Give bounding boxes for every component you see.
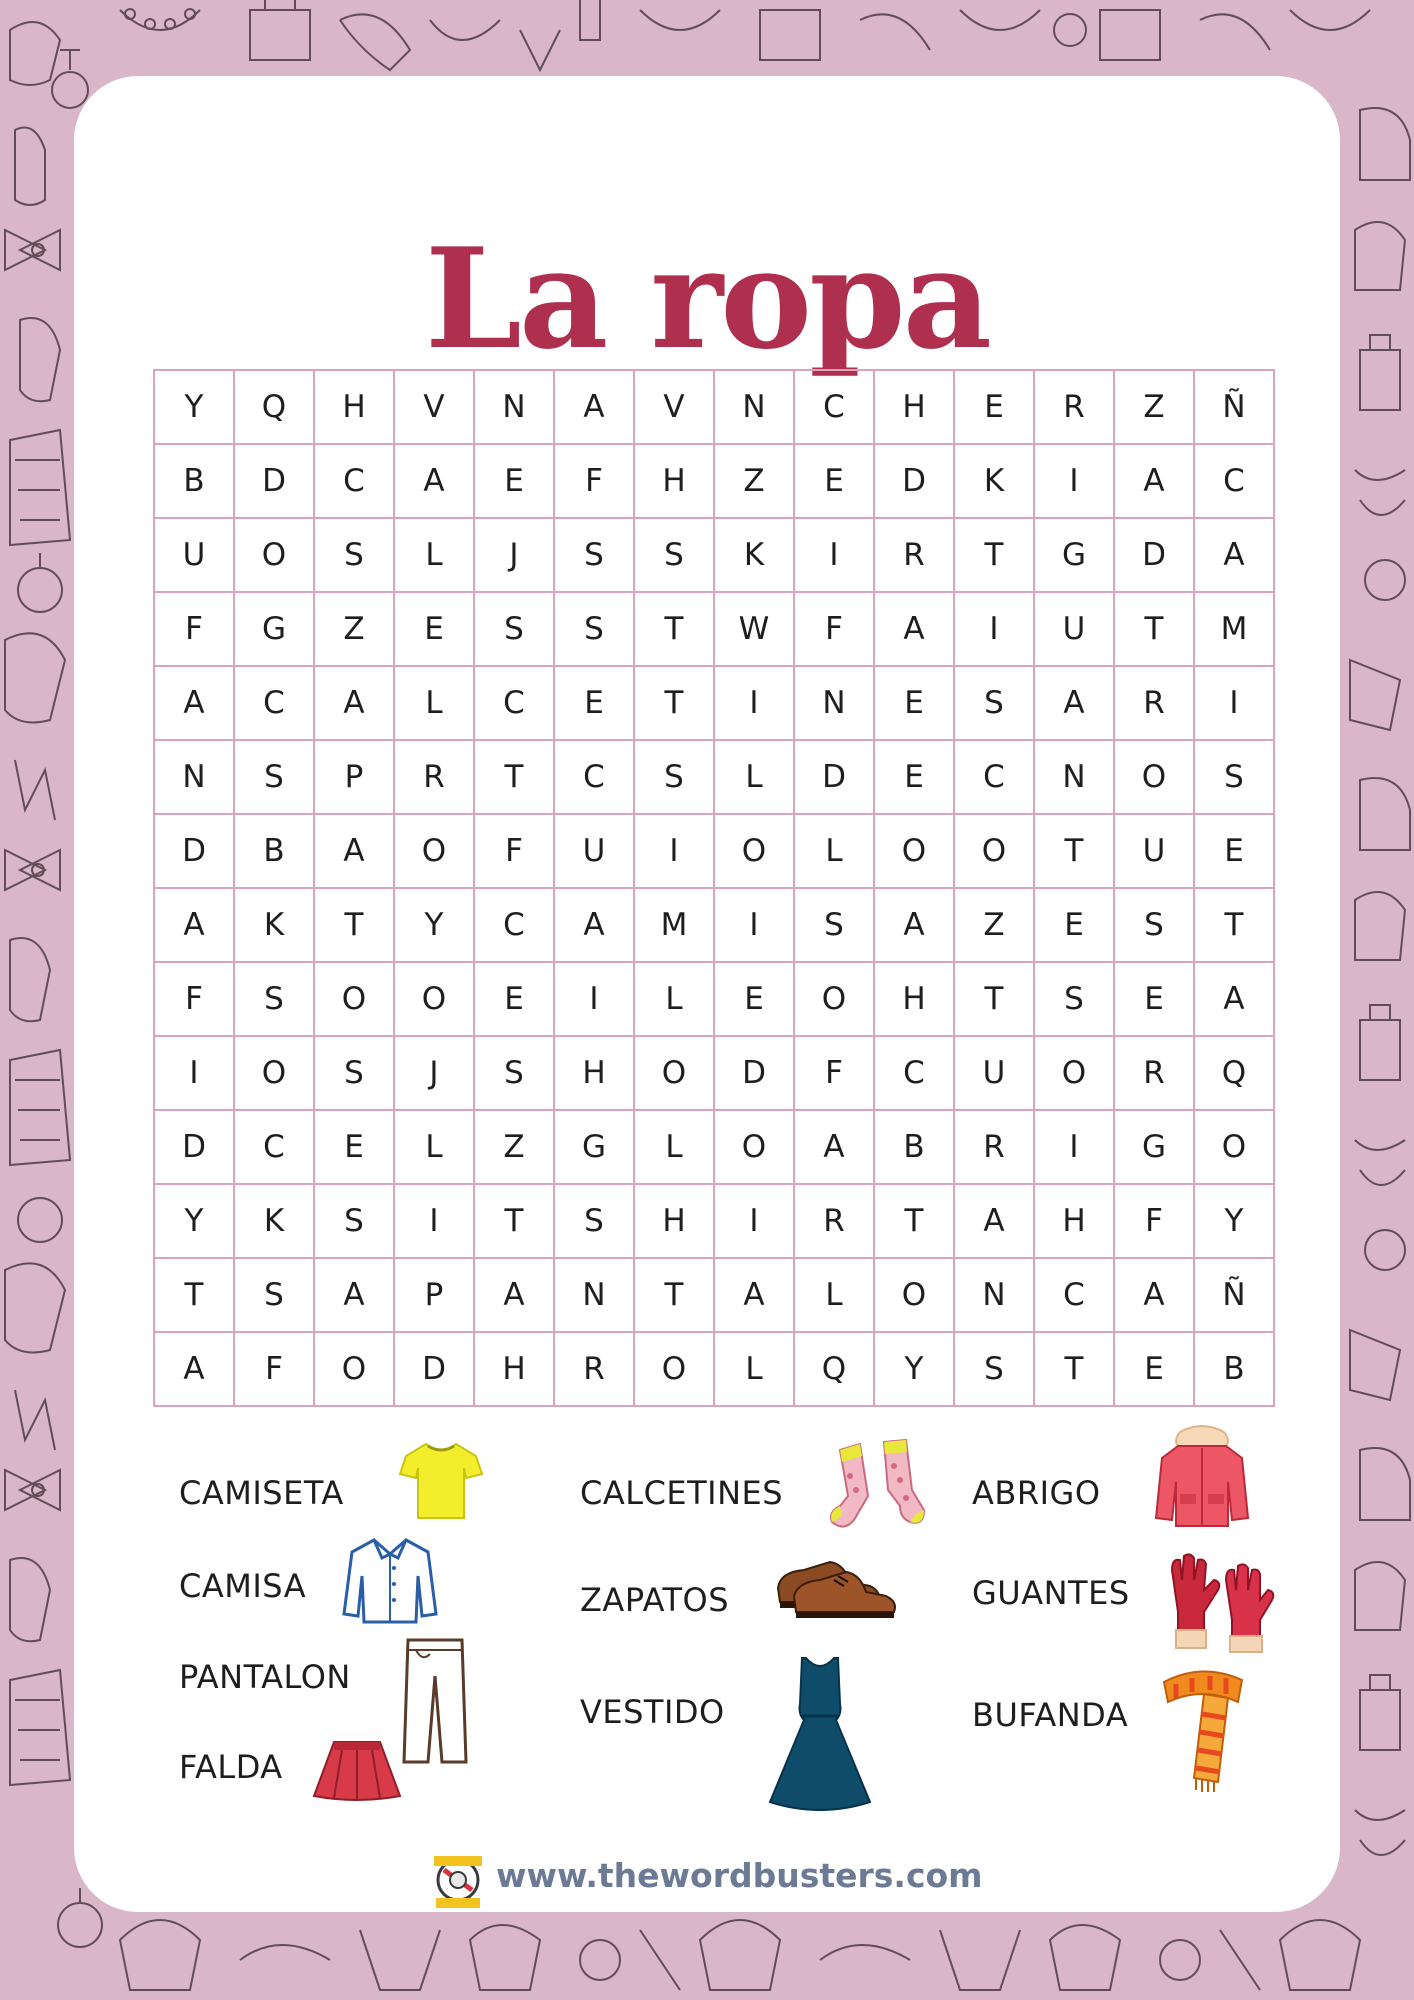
grid-cell[interactable]: I <box>795 519 875 593</box>
grid-cell[interactable]: D <box>715 1037 795 1111</box>
grid-cell[interactable]: N <box>155 741 235 815</box>
grid-cell[interactable]: I <box>715 667 795 741</box>
grid-cell[interactable]: A <box>1035 667 1115 741</box>
grid-cell[interactable]: G <box>1035 519 1115 593</box>
grid-cell[interactable]: N <box>955 1259 1035 1333</box>
grid-cell[interactable]: L <box>395 667 475 741</box>
grid-cell[interactable]: A <box>1195 963 1275 1037</box>
grid-cell[interactable]: E <box>715 963 795 1037</box>
grid-cell[interactable]: W <box>715 593 795 667</box>
grid-cell[interactable]: O <box>1195 1111 1275 1185</box>
grid-cell[interactable]: S <box>555 1185 635 1259</box>
grid-cell[interactable]: Q <box>1195 1037 1275 1111</box>
grid-cell[interactable]: Ñ <box>1195 371 1275 445</box>
grid-cell[interactable]: O <box>235 1037 315 1111</box>
grid-cell[interactable]: T <box>475 1185 555 1259</box>
grid-cell[interactable]: D <box>875 445 955 519</box>
grid-cell[interactable]: O <box>395 815 475 889</box>
grid-cell[interactable]: B <box>1195 1333 1275 1407</box>
grid-cell[interactable]: Y <box>155 371 235 445</box>
grid-cell[interactable]: E <box>315 1111 395 1185</box>
grid-cell[interactable]: Q <box>235 371 315 445</box>
grid-cell[interactable]: T <box>475 741 555 815</box>
grid-cell[interactable]: H <box>1035 1185 1115 1259</box>
grid-cell[interactable]: L <box>635 1111 715 1185</box>
grid-cell[interactable]: A <box>315 667 395 741</box>
grid-cell[interactable]: T <box>955 519 1035 593</box>
grid-cell[interactable]: L <box>395 1111 475 1185</box>
grid-cell[interactable]: R <box>1115 667 1195 741</box>
grid-cell[interactable]: A <box>875 889 955 963</box>
grid-cell[interactable]: L <box>795 1259 875 1333</box>
wordbusters-logo <box>428 1848 488 1910</box>
grid-cell[interactable]: I <box>1035 445 1115 519</box>
grid-cell[interactable]: D <box>395 1333 475 1407</box>
grid-cell[interactable]: B <box>155 445 235 519</box>
grid-cell[interactable]: S <box>315 519 395 593</box>
grid-cell[interactable]: O <box>395 963 475 1037</box>
grid-cell[interactable]: D <box>1115 519 1195 593</box>
word-pantalon: PANTALON <box>179 1658 351 1696</box>
grid-cell[interactable]: O <box>635 1037 715 1111</box>
grid-cell[interactable]: H <box>635 445 715 519</box>
grid-cell[interactable]: O <box>635 1333 715 1407</box>
word-zapatos: ZAPATOS <box>580 1581 730 1619</box>
grid-cell[interactable]: S <box>555 519 635 593</box>
grid-cell[interactable]: A <box>315 1259 395 1333</box>
grid-cell[interactable]: C <box>1195 445 1275 519</box>
grid-cell[interactable]: I <box>1195 667 1275 741</box>
grid-cell[interactable]: E <box>875 667 955 741</box>
word-search-grid <box>153 369 1275 1407</box>
grid-cell[interactable]: D <box>235 445 315 519</box>
grid-cell[interactable]: R <box>875 519 955 593</box>
word-camiseta: CAMISETA <box>179 1474 344 1512</box>
grid-cell[interactable]: V <box>635 371 715 445</box>
grid-cell[interactable]: S <box>235 963 315 1037</box>
grid-cell[interactable]: S <box>475 1037 555 1111</box>
shoes-icon <box>774 1552 900 1622</box>
grid-cell[interactable]: A <box>1115 1259 1195 1333</box>
grid-cell[interactable]: N <box>795 667 875 741</box>
grid-cell[interactable]: I <box>155 1037 235 1111</box>
grid-cell[interactable]: S <box>315 1037 395 1111</box>
grid-cell[interactable]: O <box>1035 1037 1115 1111</box>
grid-cell[interactable]: O <box>315 963 395 1037</box>
grid-cell[interactable]: Y <box>875 1333 955 1407</box>
grid-cell[interactable]: E <box>795 445 875 519</box>
grid-cell[interactable]: Z <box>475 1111 555 1185</box>
page-title: La ropa <box>424 217 990 381</box>
grid-cell[interactable]: U <box>555 815 635 889</box>
grid-cell[interactable]: U <box>1035 593 1115 667</box>
grid-cell[interactable]: T <box>1195 889 1275 963</box>
grid-cell[interactable]: H <box>875 963 955 1037</box>
grid-cell[interactable]: R <box>795 1185 875 1259</box>
grid-cell[interactable]: Z <box>315 593 395 667</box>
grid-cell[interactable]: E <box>1035 889 1115 963</box>
grid-cell[interactable]: F <box>555 445 635 519</box>
grid-cell[interactable]: C <box>795 371 875 445</box>
grid-cell[interactable]: R <box>555 1333 635 1407</box>
grid-cell[interactable]: S <box>1035 963 1115 1037</box>
grid-cell[interactable]: Ñ <box>1195 1259 1275 1333</box>
grid-cell[interactable]: G <box>235 593 315 667</box>
grid-cell[interactable]: D <box>155 815 235 889</box>
grid-cell[interactable]: N <box>715 371 795 445</box>
grid-cell[interactable]: Z <box>1115 371 1195 445</box>
grid-cell[interactable]: M <box>1195 593 1275 667</box>
grid-cell[interactable]: T <box>1115 593 1195 667</box>
grid-cell[interactable]: O <box>795 963 875 1037</box>
grid-cell[interactable]: R <box>395 741 475 815</box>
footer-website-link[interactable]: www.thewordbusters.com <box>496 1856 983 1895</box>
grid-cell[interactable]: T <box>875 1185 955 1259</box>
tshirt-icon <box>398 1438 484 1522</box>
grid-cell[interactable]: A <box>155 889 235 963</box>
grid-cell[interactable]: U <box>955 1037 1035 1111</box>
grid-cell[interactable]: I <box>955 593 1035 667</box>
word-abrigo: ABRIGO <box>972 1474 1101 1512</box>
grid-cell[interactable]: T <box>155 1259 235 1333</box>
grid-cell[interactable]: E <box>555 667 635 741</box>
grid-cell[interactable]: C <box>315 445 395 519</box>
grid-cell[interactable]: A <box>715 1259 795 1333</box>
grid-cell[interactable]: R <box>1035 371 1115 445</box>
grid-cell[interactable]: D <box>795 741 875 815</box>
grid-cell[interactable]: T <box>635 1259 715 1333</box>
grid-cell[interactable]: O <box>955 815 1035 889</box>
word-camisa: CAMISA <box>179 1567 307 1605</box>
grid-cell[interactable]: Z <box>955 889 1035 963</box>
grid-cell[interactable]: C <box>235 667 315 741</box>
grid-cell[interactable]: E <box>1115 1333 1195 1407</box>
grid-cell[interactable]: S <box>955 1333 1035 1407</box>
grid-cell[interactable]: A <box>155 1333 235 1407</box>
grid-cell[interactable]: P <box>395 1259 475 1333</box>
scarf-icon <box>1158 1668 1248 1794</box>
grid-cell[interactable]: K <box>715 519 795 593</box>
grid-cell[interactable]: S <box>955 667 1035 741</box>
grid-cell[interactable]: E <box>955 371 1035 445</box>
grid-cell[interactable]: S <box>635 741 715 815</box>
grid-cell[interactable]: F <box>795 593 875 667</box>
grid-cell[interactable]: A <box>1115 445 1195 519</box>
grid-cell[interactable]: J <box>395 1037 475 1111</box>
grid-cell[interactable]: A <box>315 815 395 889</box>
grid-cell[interactable]: A <box>555 371 635 445</box>
grid-cell[interactable]: E <box>475 963 555 1037</box>
gloves-icon <box>1164 1550 1276 1654</box>
grid-cell[interactable]: L <box>715 741 795 815</box>
grid-cell[interactable]: P <box>315 741 395 815</box>
grid-cell[interactable]: A <box>475 1259 555 1333</box>
grid-cell[interactable]: O <box>235 519 315 593</box>
grid-cell[interactable]: H <box>315 371 395 445</box>
grid-cell[interactable]: F <box>155 963 235 1037</box>
grid-cell[interactable]: J <box>475 519 555 593</box>
grid-cell[interactable]: K <box>955 445 1035 519</box>
grid-cell[interactable]: D <box>155 1111 235 1185</box>
grid-cell[interactable]: C <box>1035 1259 1115 1333</box>
grid-cell[interactable]: I <box>635 815 715 889</box>
grid-cell[interactable]: S <box>235 741 315 815</box>
word-guantes: GUANTES <box>972 1574 1130 1612</box>
skirt-icon <box>312 1738 402 1802</box>
grid-cell[interactable]: H <box>635 1185 715 1259</box>
grid-cell[interactable]: S <box>235 1259 315 1333</box>
grid-cell[interactable]: F <box>475 815 555 889</box>
grid-cell[interactable]: H <box>875 371 955 445</box>
grid-cell[interactable]: O <box>715 1111 795 1185</box>
grid-cell[interactable]: I <box>555 963 635 1037</box>
dress-icon <box>766 1654 874 1814</box>
grid-cell[interactable]: L <box>795 815 875 889</box>
grid-cell[interactable]: S <box>635 519 715 593</box>
grid-cell[interactable]: U <box>155 519 235 593</box>
grid-cell[interactable]: T <box>1035 815 1115 889</box>
grid-cell[interactable]: S <box>475 593 555 667</box>
grid-cell[interactable]: C <box>475 667 555 741</box>
grid-cell[interactable]: N <box>475 371 555 445</box>
grid-cell[interactable]: S <box>1115 889 1195 963</box>
grid-cell[interactable]: H <box>555 1037 635 1111</box>
word-falda: FALDA <box>179 1748 283 1786</box>
grid-cell[interactable]: T <box>955 963 1035 1037</box>
grid-cell[interactable]: S <box>315 1185 395 1259</box>
grid-cell[interactable]: A <box>875 593 955 667</box>
grid-cell[interactable]: E <box>475 445 555 519</box>
socks-icon <box>826 1436 928 1536</box>
grid-cell[interactable]: R <box>955 1111 1035 1185</box>
grid-cell[interactable]: L <box>395 519 475 593</box>
grid-cell[interactable]: S <box>795 889 875 963</box>
word-calcetines: CALCETINES <box>580 1474 784 1512</box>
grid-cell[interactable]: S <box>1195 741 1275 815</box>
trousers-icon <box>402 1636 468 1766</box>
grid-cell[interactable]: O <box>315 1333 395 1407</box>
grid-cell[interactable]: B <box>875 1111 955 1185</box>
grid-cell[interactable]: B <box>235 815 315 889</box>
grid-cell[interactable]: C <box>955 741 1035 815</box>
grid-cell[interactable]: K <box>235 889 315 963</box>
grid-cell[interactable]: I <box>715 1185 795 1259</box>
grid-cell[interactable]: A <box>555 889 635 963</box>
grid-cell[interactable]: C <box>555 741 635 815</box>
grid-cell[interactable]: C <box>875 1037 955 1111</box>
grid-cell[interactable]: E <box>875 741 955 815</box>
grid-cell[interactable]: H <box>475 1333 555 1407</box>
grid-cell[interactable]: N <box>555 1259 635 1333</box>
grid-cell[interactable]: E <box>395 593 475 667</box>
grid-cell[interactable]: N <box>1035 741 1115 815</box>
grid-cell[interactable]: F <box>235 1333 315 1407</box>
grid-cell[interactable]: C <box>475 889 555 963</box>
grid-cell[interactable]: O <box>1115 741 1195 815</box>
grid-cell[interactable]: L <box>715 1333 795 1407</box>
grid-cell[interactable]: I <box>1035 1111 1115 1185</box>
grid-cell[interactable]: E <box>1195 815 1275 889</box>
word-bufanda: BUFANDA <box>972 1696 1129 1734</box>
grid-cell[interactable]: T <box>635 667 715 741</box>
grid-cell[interactable]: A <box>155 667 235 741</box>
shirt-icon <box>340 1536 440 1624</box>
grid-cell[interactable]: Y <box>395 889 475 963</box>
grid-cell[interactable]: F <box>1115 1185 1195 1259</box>
grid-cell[interactable]: R <box>1115 1037 1195 1111</box>
grid-cell[interactable]: E <box>1115 963 1195 1037</box>
grid-cell[interactable]: Q <box>795 1333 875 1407</box>
grid-cell[interactable]: T <box>1035 1333 1115 1407</box>
grid-cell[interactable]: O <box>875 1259 955 1333</box>
grid-cell[interactable]: G <box>1115 1111 1195 1185</box>
grid-cell[interactable]: K <box>235 1185 315 1259</box>
grid-cell[interactable]: G <box>555 1111 635 1185</box>
grid-cell[interactable]: F <box>155 593 235 667</box>
grid-cell[interactable]: Y <box>1195 1185 1275 1259</box>
grid-cell[interactable]: A <box>1195 519 1275 593</box>
grid-cell[interactable]: C <box>235 1111 315 1185</box>
grid-cell[interactable]: Y <box>155 1185 235 1259</box>
grid-cell[interactable]: A <box>395 445 475 519</box>
grid-cell[interactable]: A <box>955 1185 1035 1259</box>
grid-cell[interactable]: U <box>1115 815 1195 889</box>
grid-cell[interactable]: I <box>715 889 795 963</box>
grid-cell[interactable]: O <box>715 815 795 889</box>
grid-cell[interactable]: I <box>395 1185 475 1259</box>
coat-icon <box>1152 1422 1252 1532</box>
grid-cell[interactable]: T <box>315 889 395 963</box>
grid-cell[interactable]: T <box>635 593 715 667</box>
grid-cell[interactable]: A <box>795 1111 875 1185</box>
grid-cell[interactable]: V <box>395 371 475 445</box>
word-vestido: VESTIDO <box>580 1693 725 1731</box>
grid-cell[interactable]: S <box>555 593 635 667</box>
grid-cell[interactable]: M <box>635 889 715 963</box>
grid-cell[interactable]: Z <box>715 445 795 519</box>
grid-cell[interactable]: F <box>795 1037 875 1111</box>
grid-cell[interactable]: O <box>875 815 955 889</box>
grid-cell[interactable]: L <box>635 963 715 1037</box>
